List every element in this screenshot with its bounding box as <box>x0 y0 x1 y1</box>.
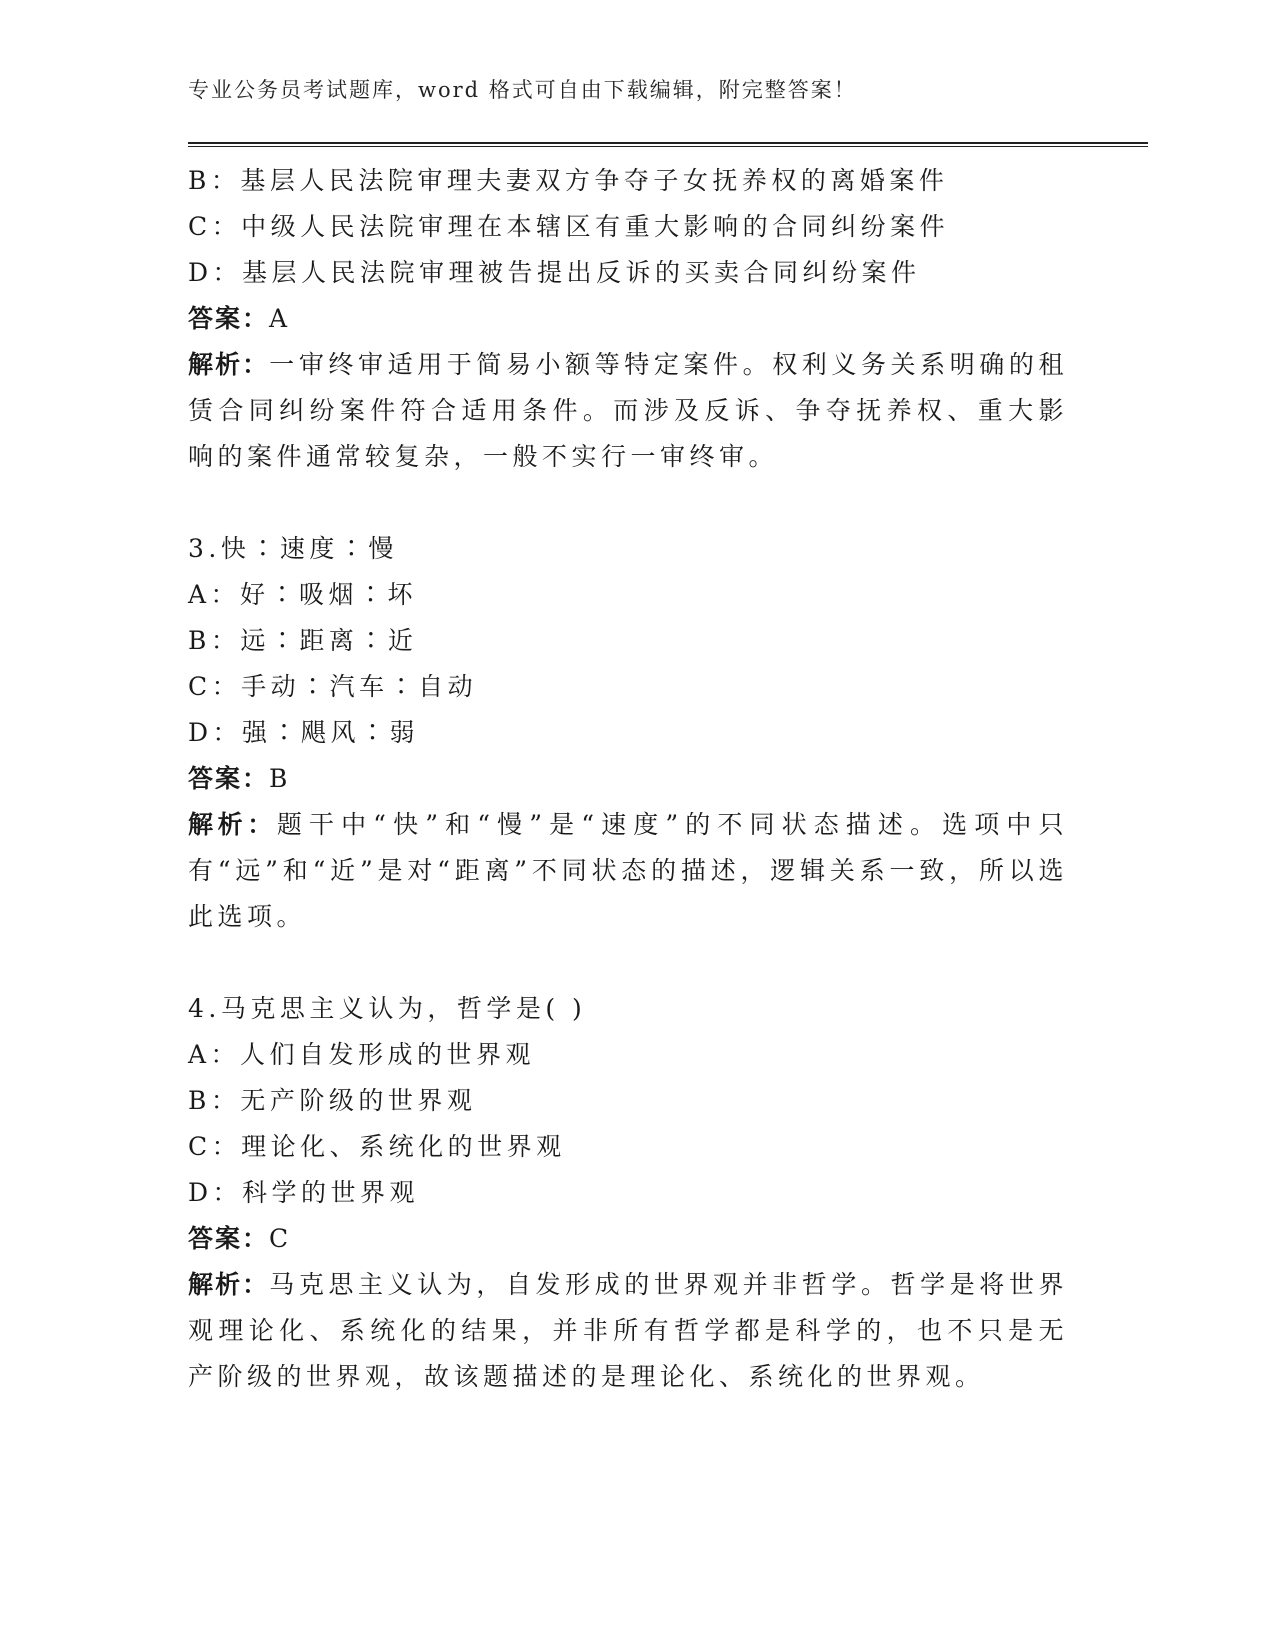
header-rule <box>188 142 1148 147</box>
option-a: A：人们自发形成的世界观 <box>188 1040 536 1069</box>
document-body <box>188 158 1068 1400</box>
analysis-paragraph <box>188 342 1068 480</box>
answer-label: 答案： <box>188 1224 270 1253</box>
option-d: D：基层人民法院审理被告提出反诉的买卖合同纠纷案件 <box>188 258 921 287</box>
option-c: C：中级人民法院审理在本辖区有重大影响的合同纠纷案件 <box>188 212 950 241</box>
option-b: B：远∶距离∶近 <box>188 626 418 655</box>
question-stem: 3.快∶速度∶慢 <box>188 534 398 563</box>
option-d: D：科学的世界观 <box>188 1178 420 1207</box>
answer-line <box>188 1216 1068 1262</box>
option-b: B：基层人民法院审理夫妻双方争夺子女抚养权的离婚案件 <box>188 166 949 195</box>
question-stem: 4.马克思主义认为，哲学是( ) <box>188 994 587 1023</box>
answer-value: B <box>269 764 292 793</box>
spacer <box>188 940 1068 986</box>
analysis-label: 解析： <box>188 350 270 379</box>
analysis-text: 一审终审适用于简易小额等特定案件。权利义务关系明确的租赁合同纠纷案件符合适用条件。而涉及反诉、争夺抚养权、重大影响的案件通常较复杂，一般不实行一审终审。 <box>188 350 1068 471</box>
analysis-label: 解析： <box>188 810 277 839</box>
spacer <box>188 480 1068 526</box>
answer-label: 答案： <box>188 304 270 333</box>
page-header: 专业公务员考试题库，word 格式可自由下载编辑，附完整答案！ <box>188 78 857 102</box>
analysis-text: 马克思主义认为，自发形成的世界观并非哲学。哲学是将世界观理论化、系统化的结果，并非所有哲学都是科学的，也不只是无产阶级的世界观，故该题描述的是理论化、系统化的世界观。 <box>188 1270 1068 1391</box>
option-c: C：手动∶汽车∶自动 <box>188 672 478 701</box>
analysis-paragraph <box>188 1262 1068 1400</box>
analysis-paragraph <box>188 802 1068 940</box>
option-b: B：无产阶级的世界观 <box>188 1086 477 1115</box>
answer-line <box>188 296 1068 342</box>
analysis-label: 解析： <box>188 1270 270 1299</box>
answer-value: A <box>269 304 292 333</box>
analysis-text: 题干中“快”和“慢”是“速度”的不同状态描述。选项中只有“远”和“近”是对“距离”不同状态的描述，逻辑关系一致，所以选此选项。 <box>188 810 1068 931</box>
answer-value: C <box>269 1224 293 1253</box>
answer-line <box>188 756 1068 802</box>
question-3 <box>188 526 1068 940</box>
question-4 <box>188 986 1068 1400</box>
question-2 <box>188 158 1068 480</box>
option-a: A：好∶吸烟∶坏 <box>188 580 418 609</box>
option-c: C：理论化、系统化的世界观 <box>188 1132 566 1161</box>
answer-label: 答案： <box>188 764 270 793</box>
option-d: D：强∶飓风∶弱 <box>188 718 420 747</box>
